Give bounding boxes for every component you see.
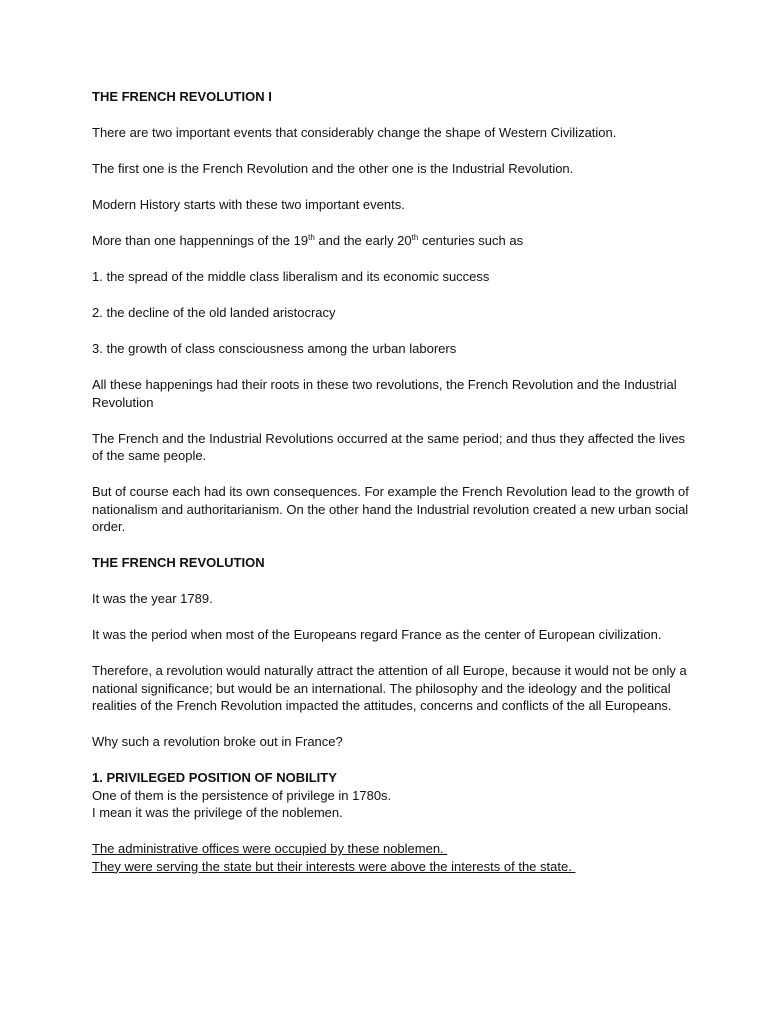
- paragraph: It was the period when most of the Europeans regard France as the center of European civilization.: [92, 627, 662, 642]
- paragraph: It was the year 1789.: [92, 591, 213, 606]
- paragraph: Why such a revolution broke out in France?: [92, 734, 343, 749]
- superscript: th: [308, 233, 315, 242]
- paragraph: But of course each had its own consequences. For example the French Revolution lead to the growth of nationalism and authoritarianism. On the other hand the Industrial revolution created a new urban social order.: [92, 484, 689, 534]
- list-item: 3. the growth of class consciousness among the urban laborers: [92, 341, 457, 356]
- paragraph: All these happenings had their roots in these two revolutions, the French Revolution and the Industrial Revolution: [92, 377, 677, 410]
- section-heading: THE FRENCH REVOLUTION: [92, 555, 265, 570]
- text-run: More than one happennings of the 19: [92, 233, 309, 248]
- document-title: THE FRENCH REVOLUTION I: [92, 89, 272, 104]
- list-item: 2. the decline of the old landed aristocracy: [92, 305, 336, 320]
- list-item: 1. the spread of the middle class liberalism and its economic success: [92, 269, 490, 284]
- document-page: [92, 88, 692, 875]
- superscript: th: [411, 233, 419, 242]
- paragraph-with-superscripts: [92, 232, 692, 250]
- subsection-heading: 1. PRIVILEGED POSITION OF NOBILITY: [92, 770, 337, 785]
- text-run: and the early 20: [314, 233, 412, 248]
- paragraph: The first one is the French Revolution and the other one is the Industrial Revolution.: [92, 161, 574, 176]
- paragraph: There are two important events that considerably change the shape of Western Civilization.: [92, 125, 617, 140]
- paragraph: The French and the Industrial Revolutions occurred at the same period; and thus they affected the lives of the same people.: [92, 430, 686, 463]
- text-run: centuries such as: [418, 233, 524, 248]
- paragraph-line: One of them is the persistence of privilege in 1780s.: [92, 787, 392, 803]
- paragraph-line: I mean it was the privilege of the noblemen.: [92, 805, 343, 820]
- underlined-line: They were serving the state but their interests were above the interests of the state.: [92, 858, 576, 874]
- paragraph: Therefore, a revolution would naturally attract the attention of all Europe, because it would not be only a national significance; but would be an international. The philosophy and the ideology and the political realities of the French Revolution impacted the attitudes, concerns and conflicts of the all Europeans.: [92, 663, 687, 713]
- underlined-line: The administrative offices were occupied by these noblemen.: [92, 841, 448, 856]
- paragraph: Modern History starts with these two important events.: [92, 197, 405, 212]
